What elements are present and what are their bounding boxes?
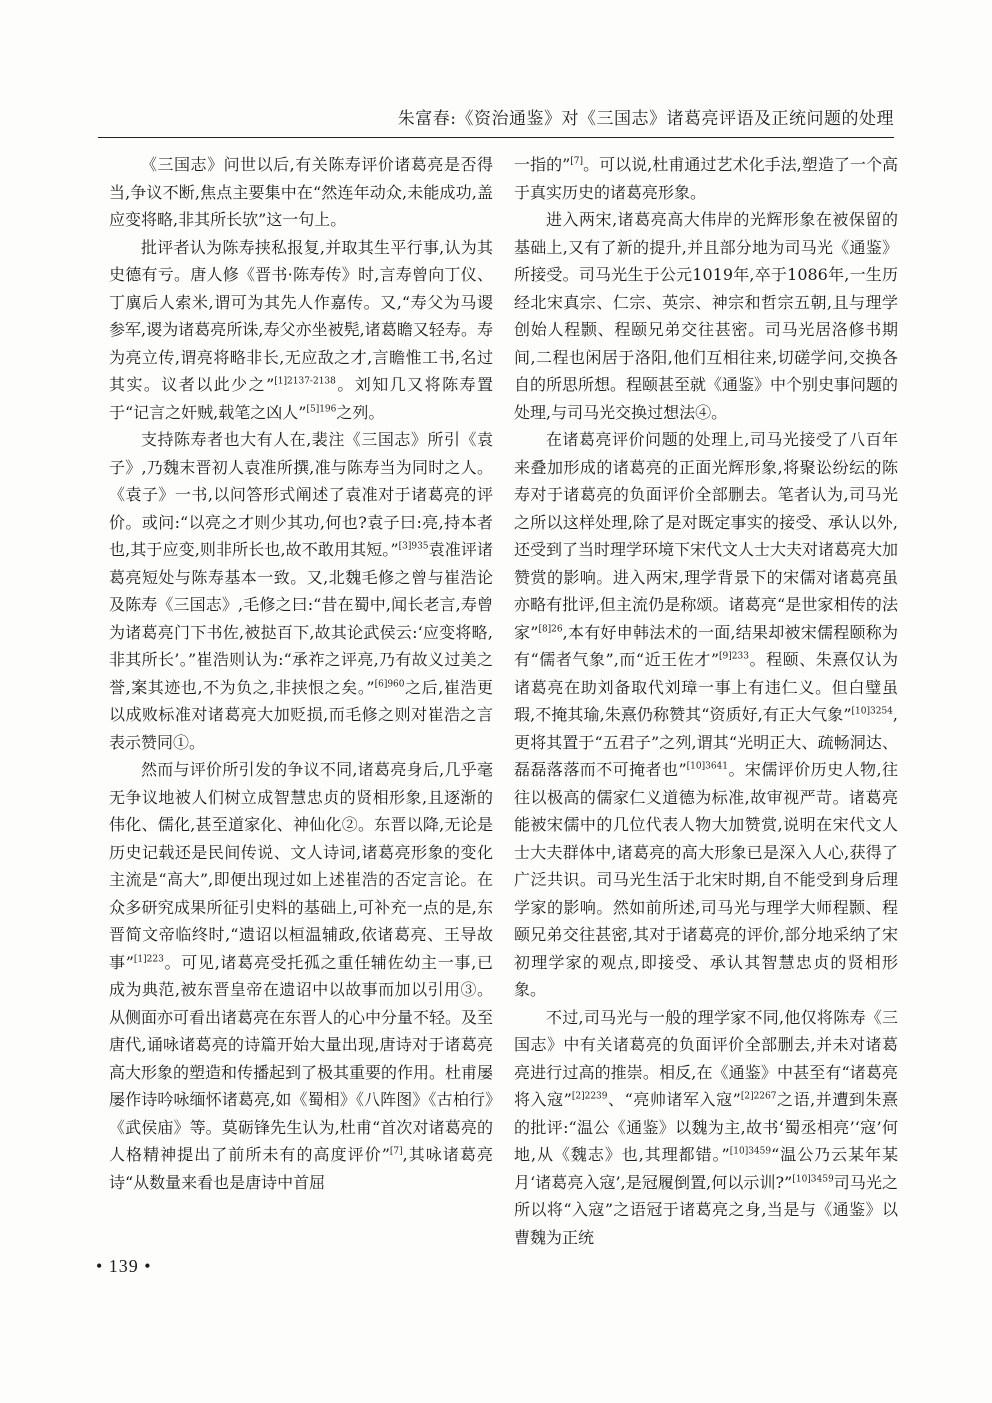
citation-marker: [10]3641 <box>686 761 729 772</box>
citation-marker: [9]233 <box>719 651 749 662</box>
citation-marker: [3]935 <box>398 541 429 552</box>
right-column <box>514 151 898 1251</box>
page-number: • 139 • <box>96 1256 152 1276</box>
paragraph: 然而与评价所引发的争议不同,诸葛亮身后,几乎毫无争议地被人们树立成智慧忠贞的贤相形象,且逐渐的伟化、儒化,甚至道家化、神仙化②。东晋以降,无论是历史记载还是民间传说、文人诗词,诸葛亮形象的变化主流是“高大”,即便出现过如上述崔浩的否定言论。在众多研究成果所征引史料的基础上,可补充一点的是,东晋简文帝临终时,“遗诏以桓温辅政,依诸葛亮、王导故事”$^{[1]223}$。可见,诸葛亮受托孤之重任辅佐幼主一事,已成为典范,被东晋皇帝在遗诏中以故事而加以引用③。从侧面亦可看出诸葛亮在东晋人的心中分量不轻。及至唐代,诵咏诸葛亮的诗篇开始大量出现,唐诗对于诸葛亮高大形象的塑造和传播起到了极其重要的作用。杜甫屡屡作诗吟咏缅怀诸葛亮,如《蜀相》《八阵图》《古柏行》《武侯庙》等。莫砺锋先生认为,杜甫“首次对诸葛亮的人格精神提出了前所未有的高度评价”[7],其咏诸葛亮诗“从数量来看也是唐诗中首屈 <box>109 760 494 1192</box>
paragraph: 在诸葛亮评价问题的处理上,司马光接受了八百年来叠加形成的诸葛亮的正面光辉形象,将聚讼纷纭的陈寿对于诸葛亮的负面评价全部删去。笔者认为,司马光之所以这样处理,除了是对既定事实的接受、承认以外,还受到了当时理学环境下宋代文人士大夫对诸葛亮大加赞赏的影响。进入两宋,理学背景下的宋儒对诸葛亮虽亦略有批评,但主流仍是称颂。诸葛亮“是世家相传的法家”$^{[8]26}$,本有好申韩法术的一面,结果却被宋儒程颐称为有“儒者气象”,而“近王佐才”$^{[9]233}$。程颐、朱熹仅认为诸葛亮在助刘备取代刘璋一事上有违仁义。但白璧虽瑕,不掩其瑜,朱熹仍称赞其“资质好,有正大气象”$^{[10]3254}$,更将其置于“五君子”之列,谓其“光明正大、疏畅洞达、磊磊落落而不可掩者也”$^{[10]3641}$。宋儒评价历史人物,往往以极高的儒家仁义道德为标准,故审视严苛。诸葛亮能被宋儒中的几位代表人物大加赞赏,说明在宋代文人士大夫群体中,诸葛亮的高大形象已是深入人心,获得了广泛共识。司马光生活于北宋时期,自不能受到身后理学家的影响。然如前所述,司马光与理学大师程颢、程颐兄弟交往甚密,其对于诸葛亮的评价,部分地采纳了宋初理学家的观点,即接受、承认其智慧忠贞的贤相形象。 <box>514 430 899 999</box>
paragraph: 不过,司马光与一般的理学家不同,他仅将陈寿《三国志》中有关诸葛亮的负面评价全部删去,并未对诸葛亮进行过高的推崇。相反,在《通鉴》中甚至有“诸葛亮将入寇”$^{[2]2239}$、“亮帅诸军入寇”$^{[2]2267}$之语,并遭到朱熹的批评:“温公《通鉴》以魏为主,故书‘蜀丞相亮’‘寇’何地,从《魏志》也,其理都错。”$^{[10]3459}$“温公乃云某年某月‘诸葛亮入寇’,是冠履倒置,何以示训?”$^{[10]3459}$司马光之所以将“入寇”之语冠于诸葛亮之身,当是与《通鉴》以曹魏为正统 <box>514 1007 898 1247</box>
paragraph: 进入两宋,诸葛亮高大伟岸的光辉形象在被保留的基础上,又有了新的提升,并且部分地为司马光《通鉴》所接受。司马光生于公元1019年,卒于1086年,一生历经北宋真宗、仁宗、英宗、神宗和哲宗五朝,且与理学创始人程颢、程颐兄弟交往甚密。司马光居洛修书期间,二程也闲居于洛阳,他们互相往来,切磋学问,交换各自的所思所想。程颐甚至就《通鉴》中个别史事问题的处理,与司马光交换过想法④。 <box>514 210 899 422</box>
running-header: 朱富春:《资治通鉴》对《三国志》诸葛亮评语及正统问题的处理 <box>397 109 894 129</box>
citation-marker: [8]26 <box>538 624 563 635</box>
left-column <box>109 151 493 1196</box>
citation-marker: [10]3459 <box>792 1174 834 1185</box>
citation-marker: [5]196 <box>306 404 337 415</box>
citation-marker: [7] <box>389 1146 403 1157</box>
paragraph-continued: 一指的”[7]。可以说,杜甫通过艺术化手法,塑造了一个高于真实历史的诸葛亮形象。 <box>514 155 898 202</box>
citation-marker: [2]2239 <box>571 1091 608 1102</box>
citation-marker: [1]223 <box>133 954 164 965</box>
citation-marker: [6]960 <box>374 679 405 690</box>
citation-marker: [10]3459 <box>729 1146 772 1157</box>
citation-marker: [10]3254 <box>851 706 893 717</box>
citation-marker: [7] <box>570 156 584 167</box>
citation-marker: [1]2137-2138 <box>274 376 336 387</box>
header-rule <box>98 137 894 138</box>
paragraph: 支持陈寿者也大有人在,裴注《三国志》所引《袁子》,乃魏末晋初人袁准所撰,准与陈寿当为同时之人。《袁子》一书,以问答形式阐述了袁准对于诸葛亮的评价。或问:“以亮之才则少其功,何也?袁子曰:亮,持本者也,其于应变,则非所长也,故不敢用其短。”$^{[3]935}$袁准评诸葛亮短处与陈寿基本一致。又,北魏毛修之曾与崔浩论及陈寿《三国志》,毛修之曰:“昔在蜀中,闻长老言,寿曾为诸葛亮门下书佐,被挞百下,故其论武侯云:‘应变将略,非其所长’。”崔浩则认为:“承祚之评亮,乃有故义过美之誉,案其迹也,不为负之,非挟恨之矣。”$^{[6]960}$之后,崔浩更以成败标准对诸葛亮大加贬损,而毛修之则对崔浩之言表示赞同①。 <box>109 430 493 752</box>
citation-marker: [2]2267 <box>740 1091 777 1102</box>
paragraph: 批评者认为陈寿挟私报复,并取其生平行事,认为其史德有亏。唐人修《晋书·陈寿传》时,言寿曾向丁仪、丁廙后人索米,谓可为其先人作嘉传。又,“寿父为马谡参军,谡为诸葛亮所诛,寿父亦坐被髡,诸葛瞻又轻寿。寿为亮立传,谓亮将略非长,无应敌之才,言瞻惟工书,名过其实。议者以此少之”$^{[1]2137-2138}$。刘知几又将陈寿置于“记言之奸贼,载笔之凶人”$^{[5]196}$之列。 <box>109 237 493 422</box>
paragraph: 《三国志》问世以后,有关陈寿评价诸葛亮是否得当,争议不断,焦点主要集中在“然连年动众,未能成功,盖应变将略,非其所长欤”这一句上。 <box>109 155 493 229</box>
